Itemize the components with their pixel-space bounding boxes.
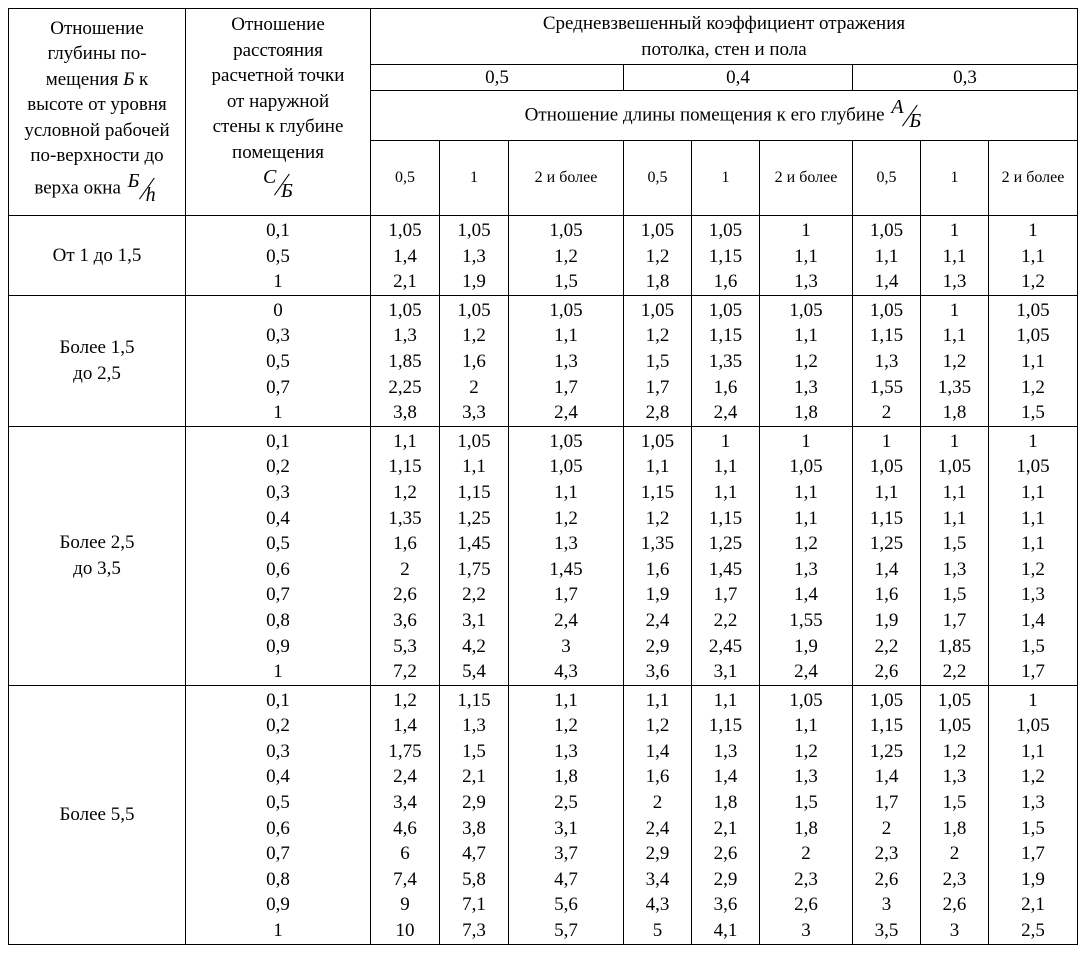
ratio-value: 2 и более: [509, 141, 624, 216]
value-cell: 1,2 1,4 1,75 2,4 3,4 4,6 6 7,4 9 10: [371, 685, 440, 944]
header-distance-ratio: Отношение расстояния расчетной точки от наружной стены к глубине помещения С Б: [186, 9, 371, 216]
header-depth-ratio: Отношение глубины по- мещения Б к высоте от уровня условной рабочей по-верхности до верха окна Б h: [9, 9, 186, 216]
value-cell: 1 1,05 1,1 1,2 1,3 1,5 1,7 1,9 2,1 2,5: [989, 685, 1078, 944]
value-cell: 1,1 1,15 1,3 1,4 1,8 2,1 2,6 2,9 3,6 4,1: [692, 685, 760, 944]
value-cell: 0,1 0,5 1: [186, 216, 371, 296]
ratio-value: 0,5: [853, 141, 921, 216]
value-cell: 1,05 1,05 1,1 1,2 1,5: [989, 295, 1078, 426]
value-cell: 1,05 1,15 1,35 1,6 2,4: [692, 295, 760, 426]
value-cell: 1,05 1,3 1,9: [440, 216, 509, 296]
value-cell: 1,05 1,15 1,6: [692, 216, 760, 296]
table-row: [9, 426, 1078, 685]
value-cell: 1,1 1,15 1,2 1,35 1,6 2 2,6 3,6 5,3 7,2: [371, 426, 440, 685]
value-cell: 1 1,1 1,2 1,35 1,8: [921, 295, 989, 426]
group-label: От 1 до 1,5: [9, 216, 186, 296]
value-cell: 1 1,1 1,3: [760, 216, 853, 296]
value-cell: 1,05 1,1 1,3 1,7 2,4: [509, 295, 624, 426]
table-row: [9, 216, 1078, 296]
ratio-value: 1: [440, 141, 509, 216]
value-cell: 1,05 1,2 1,6 2 3,3: [440, 295, 509, 426]
reflect-value: 0,3: [853, 65, 1078, 91]
reflect-value: 0,4: [624, 65, 853, 91]
table-body: [9, 216, 1078, 945]
value-cell: 1 1,05 1,1 1,1 1,5 1,3 1,5 1,7 1,85 2,2: [921, 426, 989, 685]
value-cell: 1,05 1,05 1,2 1,3 1,5 1,8 2 2,3 2,6 3: [921, 685, 989, 944]
ratio-value: 1: [692, 141, 760, 216]
value-cell: 1,05 1,3 1,85 2,25 3,8: [371, 295, 440, 426]
value-cell: 1 1,1 1,2: [989, 216, 1078, 296]
value-cell: 1,05 1,1 1,4: [853, 216, 921, 296]
ratio-value: 2 и более: [989, 141, 1078, 216]
value-cell: 1,05 1,2 1,5: [509, 216, 624, 296]
table-row: [9, 295, 1078, 426]
ratio-value: 0,5: [371, 141, 440, 216]
fraction-c-over-b: С Б: [263, 166, 293, 202]
fraction-a-over-b: А Б: [891, 95, 922, 132]
group-label: Более 1,5 до 2,5: [9, 295, 186, 426]
ratio-value: 0,5: [624, 141, 692, 216]
reflect-value: 0,5: [371, 65, 624, 91]
header-length-ratio-title: Отношение длины помещения к его глубине А Б: [371, 91, 1078, 141]
value-cell: 1 1,05 1,1 1,1 1,2 1,3 1,4 1,55 1,9 2,4: [760, 426, 853, 685]
value-cell: 1,05 1,2 1,5 1,7 2,8: [624, 295, 692, 426]
value-cell: 0,1 0,2 0,3 0,4 0,5 0,6 0,7 0,8 0,9 1: [186, 426, 371, 685]
ratio-value: 1: [921, 141, 989, 216]
value-cell: 1,05 1,1 1,15 1,2 1,35 1,6 1,9 2,4 2,9 3,6: [624, 426, 692, 685]
reflection-coefficient-table: [8, 8, 1078, 945]
value-cell: 1,05 1,1 1,2 1,3 1,8: [760, 295, 853, 426]
value-cell: 1 1,05 1,1 1,15 1,25 1,4 1,6 1,9 2,2 2,6: [853, 426, 921, 685]
value-cell: 1,15 1,3 1,5 2,1 2,9 3,8 4,7 5,8 7,1 7,3: [440, 685, 509, 944]
value-cell: 0 0,3 0,5 0,7 1: [186, 295, 371, 426]
value-cell: 1,05 1,2 1,8: [624, 216, 692, 296]
value-cell: 1,1 1,2 1,4 1,6 2 2,4 2,9 3,4 4,3 5: [624, 685, 692, 944]
value-cell: 1,05 1,1 1,15 1,25 1,45 1,75 2,2 3,1 4,2 5,4: [440, 426, 509, 685]
value-cell: 0,1 0,2 0,3 0,4 0,5 0,6 0,7 0,8 0,9 1: [186, 685, 371, 944]
ratio-value: 2 и более: [760, 141, 853, 216]
value-cell: 1,05 1,05 1,1 1,2 1,3 1,45 1,7 2,4 3 4,3: [509, 426, 624, 685]
value-cell: 1,05 1,15 1,3 1,55 2: [853, 295, 921, 426]
value-cell: 1,05 1,15 1,25 1,4 1,7 2 2,3 2,6 3 3,5: [853, 685, 921, 944]
value-cell: 1,1 1,2 1,3 1,8 2,5 3,1 3,7 4,7 5,6 5,7: [509, 685, 624, 944]
value-cell: 1,05 1,1 1,2 1,3 1,5 1,8 2 2,3 2,6 3: [760, 685, 853, 944]
fraction-b-over-h: Б h: [127, 169, 156, 206]
value-cell: 1 1,1 1,3: [921, 216, 989, 296]
header-reflection-title: Средневзвешенный коэффициент отражения потолка, стен и пола: [371, 9, 1078, 65]
value-cell: 1 1,05 1,1 1,1 1,1 1,2 1,3 1,4 1,5 1,7: [989, 426, 1078, 685]
value-cell: 1 1,1 1,1 1,15 1,25 1,45 1,7 2,2 2,45 3,1: [692, 426, 760, 685]
value-cell: 1,05 1,4 2,1: [371, 216, 440, 296]
group-label: Более 5,5: [9, 685, 186, 944]
group-label: Более 2,5 до 3,5: [9, 426, 186, 685]
table-row: [9, 685, 1078, 944]
